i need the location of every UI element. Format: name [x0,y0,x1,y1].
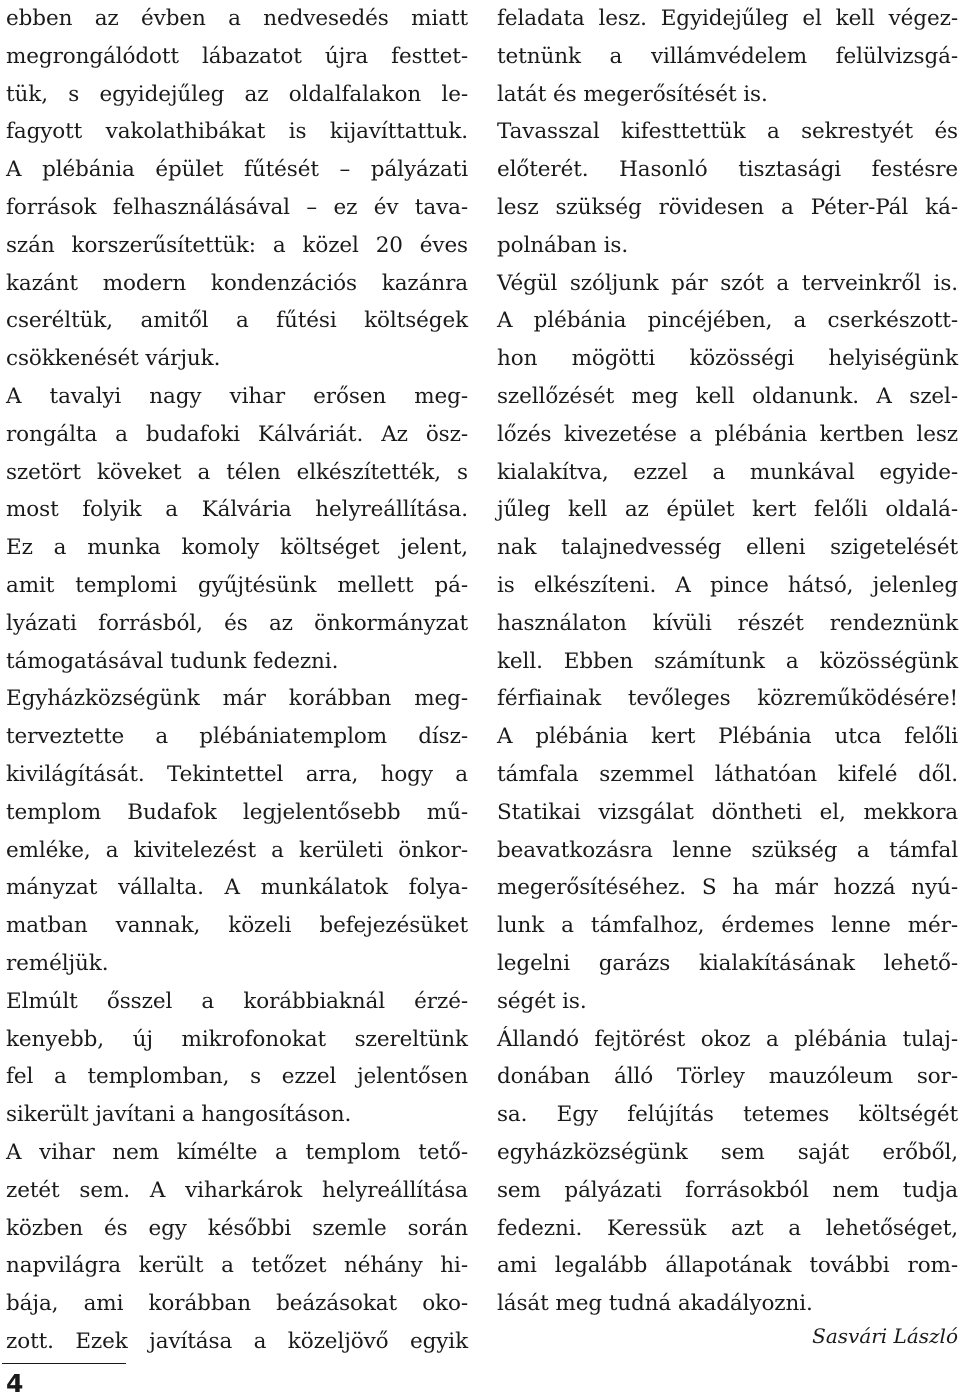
text-line: latát és megerősítését is. [497,81,768,107]
text-line: zetét sem. A viharkárok helyreállítása [6,1177,468,1203]
text-line: források felhasználásával – ez év tava- [6,194,468,220]
text-line: kazánt modern kondenzációs kazánra [6,270,468,296]
text-line: lesz szükség rövidesen a Péter-Pál ká- [497,194,958,220]
text-line: bája, ami korábban beázásokat oko- [6,1291,468,1317]
text-line: Végül szóljunk pár szót a terveinkről is. [497,270,958,296]
text-line: donában álló Törley mauzóleum sor- [497,1064,958,1090]
text-line: feladata lesz. Egyidejűleg el kell végez- [497,6,958,31]
text-line: polnában is. [497,232,629,258]
text-line: legelni garázs kialakításának lehető- [497,950,958,976]
text-line: ségét is. [497,988,587,1014]
text-line: cseréltük, amitől a fűtési költségek [6,308,468,334]
text-line: A plébánia pincéjében, a cserkészott- [497,308,958,334]
text-line: fagyott vakolathibákat is kijavíttattuk. [6,119,468,145]
text-line: kell. Ebben számítunk a közösségünk [497,648,958,674]
right-column [497,0,958,1323]
text-line: mányzat vállalta. A munkálatok folya- [6,875,468,901]
page-number: 4 [6,1369,24,1398]
text-line: tetnünk a villámvédelem felülvizsgá- [497,43,958,69]
text-line: tük, s egyidejűleg az oldalfalakon le- [6,81,468,107]
text-line: megrongálódott lábazatot újra festtet- [6,43,468,69]
text-line: zott. Ezek javítása a közeljövő egyik [6,1328,468,1354]
text-line: közben és egy későbbi szemle során [6,1215,468,1241]
text-line: fel a templomban, s ezzel jelentősen [6,1064,468,1090]
author-signature: Sasvári László [812,1324,958,1348]
text-line: férfiainak tevőleges közreműködésére! [497,686,958,712]
text-line: szellőzését meg kell oldanunk. A szel- [497,383,958,409]
text-line: sem pályázati forrásokból nem tudja [497,1177,958,1203]
text-line: sikerült javítani a hangosításon. [6,1102,352,1128]
text-line: amit templomi gyűjtésünk mellett pá- [6,572,468,598]
text-line: sa. Egy felújítás tetemes költségét [497,1102,958,1128]
text-line: egyházközségünk sem saját erőből, [497,1139,958,1165]
text-line: támfala szemmel láthatóan kifelé dől. [497,761,958,787]
text-line: templom Budafok legjelentősebb mű- [6,799,468,825]
text-line: csökkenését várjuk. [6,346,221,372]
text-line: rongálta a budafoki Kálváriát. Az ösz- [6,421,468,447]
text-line: ebben az évben a nedvesedés miatt [6,6,468,31]
text-line: szán korszerűsítettük: a közel 20 éves [6,232,468,258]
text-line: napvilágra került a tetőzet néhány hi- [6,1253,468,1279]
left-column [6,0,468,1361]
text-line: Tavasszal kifesttettük a sekrestyét és [497,119,958,145]
footer-rule [2,1363,126,1364]
text-line: A tavalyi nagy vihar erősen meg- [6,383,468,409]
text-line: jűleg kell az épület kert felőli oldalá- [497,497,958,523]
text-line: ami legalább állapotának további rom- [497,1253,958,1279]
text-line: A vihar nem kímélte a templom tető- [6,1139,468,1165]
text-line: Egyházközségünk már korábban meg- [6,686,468,712]
text-line: fedezni. Keressük azt a lehetőséget, [497,1215,958,1241]
text-line: beavatkozásra lenne szükség a támfal [497,837,958,863]
text-line: most folyik a Kálvária helyreállítása. [6,497,468,523]
text-line: hon mögötti közösségi helyiségünk [497,346,958,372]
text-line: támogatásával tudunk fedezni. [6,648,339,674]
text-line: Elmúlt ősszel a korábbiaknál érzé- [6,988,468,1014]
text-line: lőzés kivezetése a plébánia kertben lesz [497,421,958,447]
text-line: emléke, a kivitelezést a kerületi önkor- [6,837,468,863]
text-line: lását meg tudná akadályozni. [497,1291,813,1317]
text-line: használaton kívüli részét rendeznünk [497,610,958,636]
text-line: kivilágítását. Tekintettel arra, hogy a [6,761,468,787]
text-line: lunk a támfalhoz, érdemes lenne mér- [497,913,958,939]
text-line: szetört köveket a télen elkészítették, s [6,459,468,485]
text-line: kenyebb, új mikrofonokat szereltünk [6,1026,468,1052]
text-line: kialakítva, ezzel a munkával egyide- [497,459,958,485]
text-line: Statikai vizsgálat döntheti el, mekkora [497,799,958,825]
text-line: is elkészíteni. A pince hátsó, jelenleg [497,572,958,598]
text-line: reméljük. [6,950,109,976]
text-line: előterét. Hasonló tisztasági festésre [497,157,958,183]
text-line: lyázati forrásból, és az önkormányzat [6,610,468,636]
text-line: terveztette a plébániatemplom dísz- [6,724,468,750]
text-line: A plébánia kert Plébánia utca felőli [497,724,958,750]
text-line: nak talajnedvesség elleni szigetelését [497,535,958,561]
text-line: megerősítéséhez. S ha már hozzá nyú- [497,875,958,901]
text-line: Ez a munka komoly költséget jelent, [6,535,468,561]
text-line: Állandó fejtörést okoz a plébánia tulaj- [497,1026,958,1052]
text-line: A plébánia épület fűtését – pályázati [6,157,468,183]
text-line: matban vannak, közeli befejezésüket [6,913,468,939]
